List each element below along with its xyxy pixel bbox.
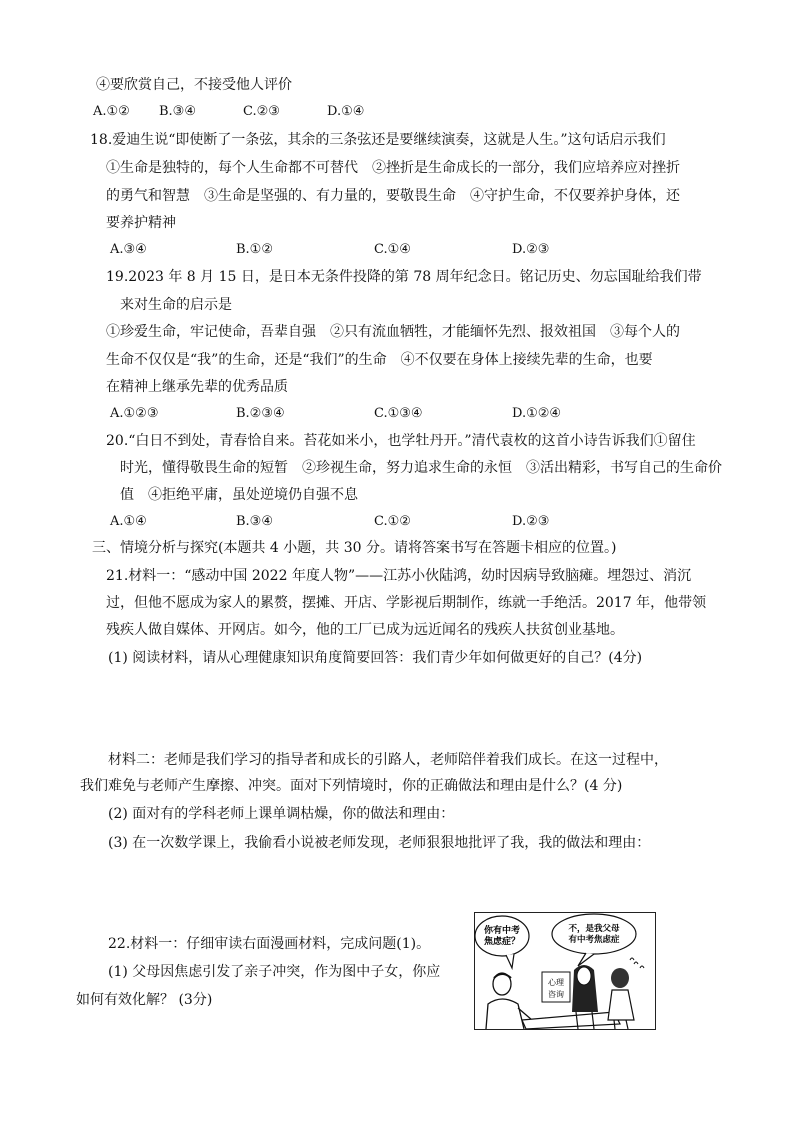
q21-material2-line-2: 我们难免与老师产生摩擦、冲突。面对下列情境时，你的正确做法和理由是什么？(4 分) [80,778,623,794]
q17-choice-a[interactable]: A.①② [93,104,130,119]
q18-choice-a[interactable]: A.③④ [110,242,147,257]
q22-question-1-line-1: (1) 父母因焦虑引发了亲子冲突，作为图中子女，你应 [108,964,441,980]
q19-choice-d[interactable]: D.①②④ [512,406,562,421]
q19-line-2: 生命不仅仅是“我”的生命，还是“我们”的生命 ④不仅要在身体上接续先辈的生命，也要 [106,352,653,368]
comic-bubble-right [552,914,636,954]
q22-question-1-line-2: 如何有效化解？ (3分) [76,992,213,1008]
q18-stem: 18.爱迪生说“即使断了一条弦，其余的三条弦还是要继续演奏，这就是人生。”这句话启示我们 [90,132,666,148]
q19-choice-c[interactable]: C.①③④ [374,406,423,421]
bubble-right-line-1: 不，是我父母 [568,924,620,934]
comic-drawing [474,912,656,1030]
q19-choices [110,404,590,424]
q19-line-3: 在精神上继承先辈的优秀品质 [106,379,288,395]
q21-material2-line-1: 材料二：老师是我们学习的指导者和成长的引路人，老师陪伴着我们成长。在这一过程中， [108,752,668,768]
q20-line-2: 时光，懂得敬畏生命的短暂 ②珍视生命，努力追求生命的永恒 ③活出精彩，书写自己的生命价 [120,460,722,476]
q21-material1-line-1: 21.材料一：“感动中国 2022 年度人物”——江苏小伙陆鸿，幼时因病导致脑瘫。埋怨过、消沉 [106,568,692,584]
q20-choice-b[interactable]: B.③④ [236,514,273,529]
q18-choices [110,240,590,260]
q21-material1-line-2: 过，但他不愿成为家人的累赘，摆摊、开店、学影视后期制作，练就一手绝活。2017 年，他带领 [106,595,707,611]
section-3-heading: 三、情境分析与探究(本题共 4 小题，共 30 分。请将答案书写在答题卡相应的位置。) [92,540,617,556]
q19-line-1: ①珍爱生命，牢记使命，吾辈自强 ②只有流血牺牲，才能缅怀先烈、报效祖国 ③每个人的 [106,324,680,340]
q21-question-2: (2) 面对有的学科老师上课单调枯燥，你的做法和理由： [108,806,455,822]
q19-choice-b[interactable]: B.②③④ [236,406,285,421]
q19-stem-line-1: 19.2023 年 8 月 15 日，是日本无条件投降的第 78 周年纪念日。铭记历史、勿忘国耻给我们带 [106,269,702,285]
q21-question-3: (3) 在一次数学课上，我偷看小说被老师发现，老师狠狠地批评了我，我的做法和理由： [108,835,651,851]
q18-choice-d[interactable]: D.②③ [512,242,550,257]
q21-question-1: (1) 阅读材料，请从心理健康知识角度简要回答：我们青少年如何做更好的自己？(4分) [108,650,643,666]
q20-choice-a[interactable]: A.①④ [110,514,147,529]
q18-line-1: ①生命是独特的，每个人生命都不可替代 ②挫折是生命成长的一部分，我们应培养应对挫折 [106,160,680,176]
q20-line-3: 值 ④拒绝平庸，虽处逆境仍自强不息 [120,487,358,503]
comic-bubble-left [475,916,529,956]
q19-choice-a[interactable]: A.①②③ [110,406,159,421]
bubble-right-line-2: 有中考焦虑症 [568,935,620,945]
q17-choices [93,102,423,122]
q18-choice-b[interactable]: B.①② [236,242,273,257]
bubble-left-line-1: 你有中考 [483,926,521,936]
sign-line-2: 咨询 [548,990,564,999]
q18-choice-c[interactable]: C.①④ [374,242,411,257]
sign-line-1: 心理 [548,978,564,987]
q22-material1: 22.材料一：仔细审读右面漫画材料，完成问题(1)。 [108,936,431,952]
q21-material1-line-3: 残疾人做自媒体、开网店。如今，他的工厂已成为远近闻名的残疾人扶贫创业基地。 [106,622,624,638]
q18-line-2: 的勇气和智慧 ③生命是坚强的、有力量的，要敬畏生命 ④守护生命，不仅要养护身体，还 [106,188,680,204]
q17-option-4: ④要欣赏自己，不接受他人评价 [96,77,292,93]
q17-choice-b[interactable]: B.③④ [159,104,196,119]
q17-choice-d[interactable]: D.①④ [327,104,365,119]
bubble-left-line-2: 焦虑症？ [483,937,521,947]
q19-stem-line-2: 来对生命的启示是 [120,297,232,313]
q20-line-1: 20.“白日不到处，青春恰自来。苔花如米小，也学牡丹开。”清代袁枚的这首小诗告诉我们①留住 [106,433,696,449]
q18-line-3: 要养护精神 [106,215,176,231]
comic-illustration [474,912,656,1030]
q20-choice-d[interactable]: D.②③ [512,514,550,529]
q20-choice-c[interactable]: C.①② [374,514,411,529]
q17-choice-c[interactable]: C.②③ [243,104,280,119]
q20-choices [110,512,590,532]
